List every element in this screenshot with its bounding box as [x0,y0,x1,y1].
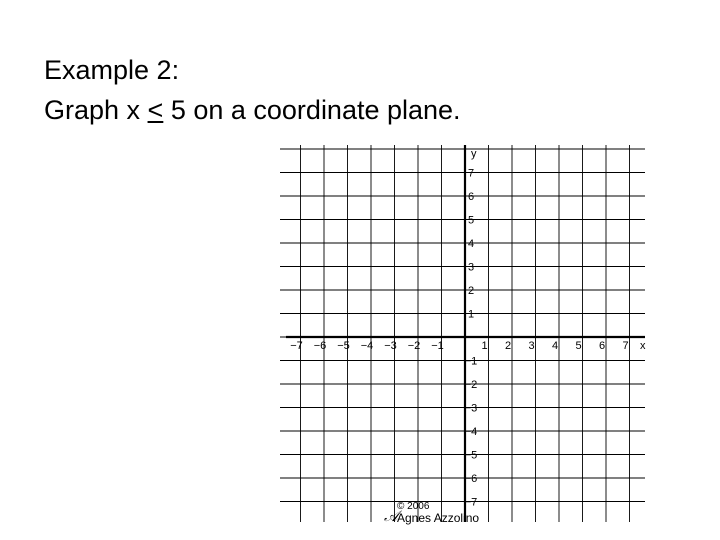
y-tick-label: 7 [467,167,475,180]
y-tick-label: 4 [467,238,475,250]
x-tick-label: −6 [313,340,327,352]
less-than-or-equal-symbol: < [147,95,164,125]
y-tick-label: −6 [464,473,478,485]
y-tick-label: 5 [467,214,475,227]
y-tick-label: 3 [467,261,475,274]
x-axis-label: x [640,340,646,352]
y-tick-label: −5 [464,449,478,462]
credit-line-1: © 2006 [397,501,430,512]
y-tick-label: 2 [467,285,475,297]
axes [286,145,645,522]
y-tick-label: −2 [464,379,478,391]
x-tick-label: −3 [384,340,397,352]
statement-text-before: Graph x [44,95,148,125]
x-tick-label: −5 [337,340,350,352]
y-tick-label: −1 [464,355,478,368]
example-heading: Example 2: [44,55,180,85]
y-axis-label: y [471,148,477,160]
x-tick-label: 1 [481,340,488,352]
x-tick-label: −1 [431,340,444,352]
author-logo-mark: 𝒜 [384,508,399,525]
x-tick-label: −7 [290,340,303,352]
x-tick-label: −4 [360,340,374,352]
y-tick-label: −3 [464,402,478,415]
x-tick-label: 7 [622,340,629,352]
statement-text-after: 5 on a coordinate plane. [163,95,461,125]
x-tick-label: −2 [407,340,421,352]
x-tick-label: 4 [551,340,559,352]
y-tick-label: 6 [467,191,475,203]
y-tick-label: 1 [467,308,475,321]
grid-lines [280,145,645,522]
x-tick-label: 6 [598,340,606,352]
x-tick-label: 2 [504,340,512,352]
y-tick-label: −4 [464,426,478,438]
x-tick-label: 5 [575,340,582,352]
y-tick-label: −7 [464,496,478,509]
credit-line-2: Agnes Azzolino [397,511,480,525]
x-tick-label: 3 [528,340,535,352]
